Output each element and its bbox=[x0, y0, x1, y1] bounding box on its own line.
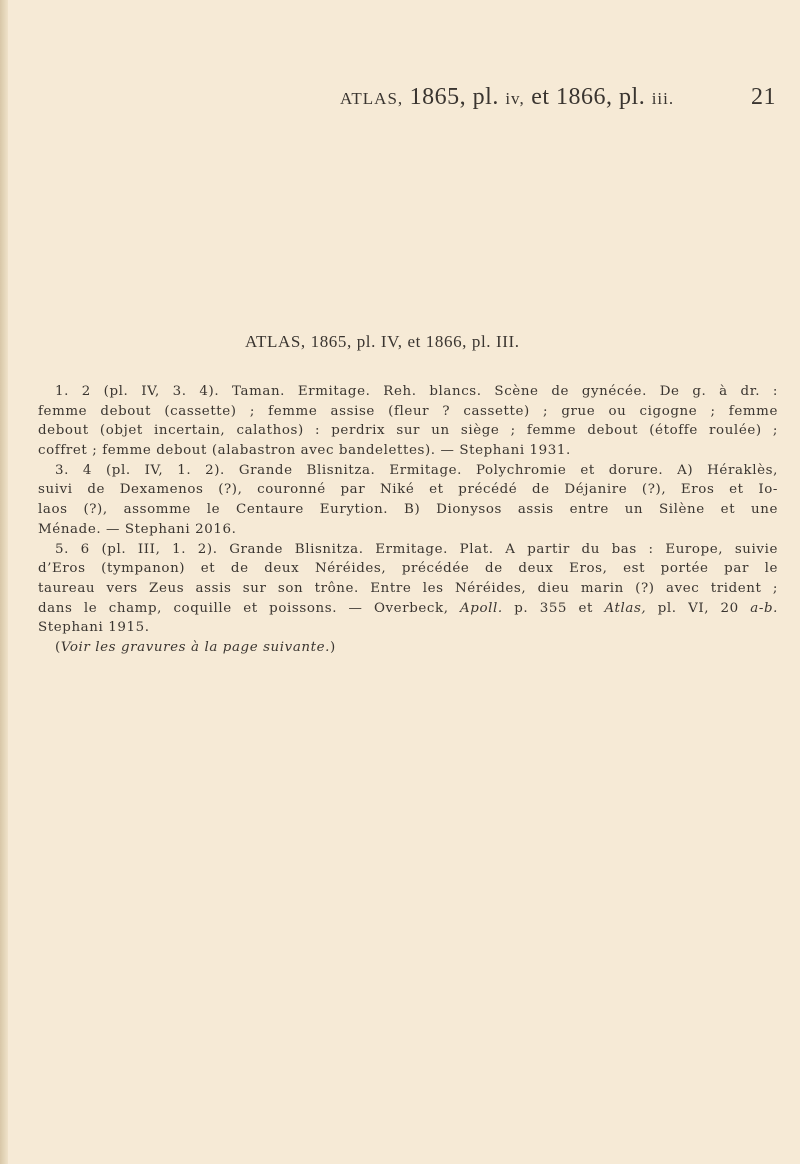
text-line: femme debout (cassette) ; femme assise (fleur ? cassette) ; grue ou cigogne ; femme bbox=[38, 403, 778, 419]
text-line: 3. 4 (pl. IV, 1. 2). Grande Blisnitza. Ermitage. Polychromie et dorure. A) Héraklès, bbox=[55, 462, 778, 478]
body-text bbox=[38, 382, 778, 658]
text-line: d’Eros (tympanon) et de deux Néréides, précédée de deux Eros, est portée par le bbox=[38, 561, 778, 577]
text-line: Ménade. — Stephani 2016. bbox=[38, 521, 237, 537]
citation-atlas: Atlas, bbox=[604, 600, 647, 616]
text-line: debout (objet incertain, calathos) : perdrix sur un siège ; femme debout (étoffe roulée) ; bbox=[38, 423, 778, 439]
running-header bbox=[340, 84, 776, 111]
running-header-text: ATLAS, 1865, pl. iv, et 1866, pl. iii. bbox=[340, 84, 675, 110]
page-edge bbox=[0, 0, 8, 1164]
text-line: dans le champ, coquille et poissons. — Overbeck, Apoll. p. 355 et Atlas, pl. VI, 20 a-b. bbox=[38, 600, 778, 616]
citation-apoll: Apoll. bbox=[460, 600, 503, 616]
text-line: 1. 2 (pl. IV, 3. 4). Taman. Ermitage. Reh. blancs. Scène de gynécée. De g. à dr. : bbox=[55, 384, 778, 399]
page-number: 21 bbox=[751, 84, 776, 110]
text-line: coffret ; femme debout (alabastron avec bandelettes). — Stephani 1931. bbox=[38, 443, 571, 459]
text-line: Stephani 1915. bbox=[38, 620, 150, 636]
text-line: 5. 6 (pl. III, 1. 2). Grande Blisnitza. Ermitage. Plat. A partir du bas : Europe, suivie bbox=[55, 541, 778, 557]
text-line: suivi de Dexamenos (?), couronné par Niké et précédé de Déjanire (?), Eros et Io- bbox=[38, 482, 778, 498]
text-line: taureau vers Zeus assis sur son trône. Entre les Néréides, dieu marin (?) avec trident ; bbox=[38, 580, 778, 596]
text-line: laos (?), assomme le Centaure Eurytion. B) Dionysos assis entre un Silène et une bbox=[38, 502, 778, 518]
section-title: ATLAS, 1865, pl. IV, et 1866, pl. III. bbox=[245, 332, 520, 351]
note-line: (Voir les gravures à la page suivante.) bbox=[55, 639, 336, 655]
